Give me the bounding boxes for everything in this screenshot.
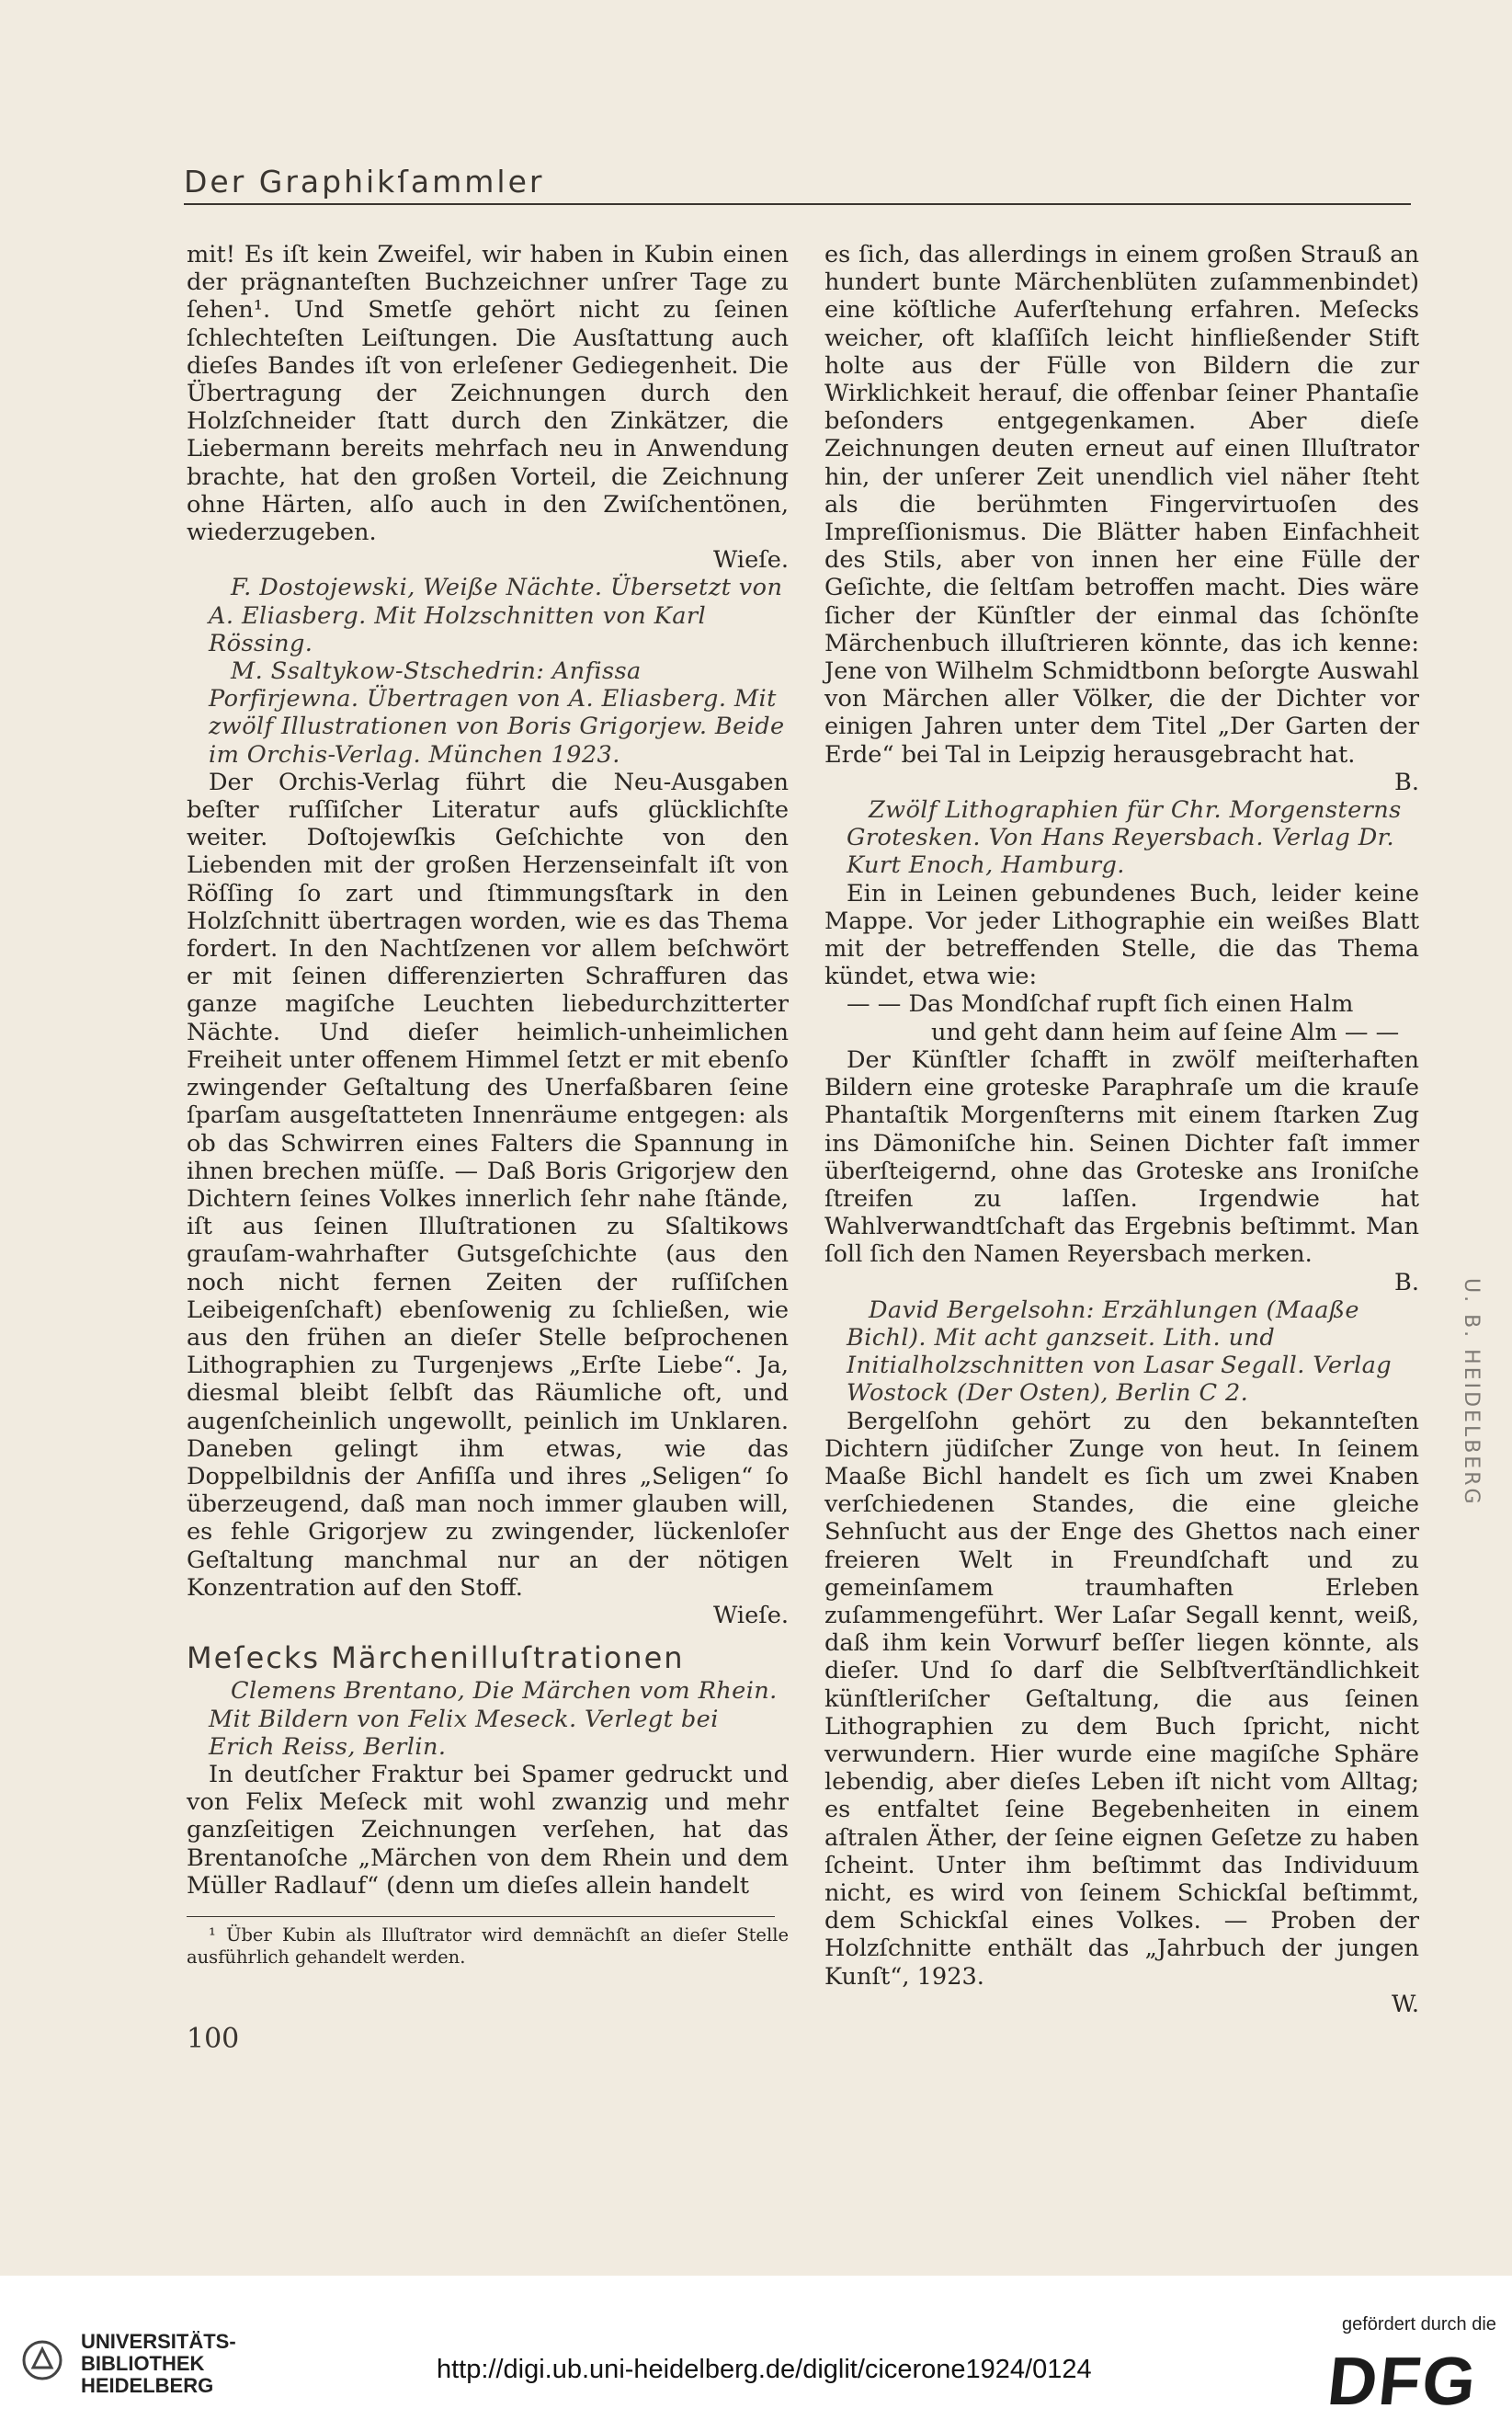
left-column (187, 241, 789, 1969)
library-logo-icon (22, 2340, 63, 2380)
library-name-line: UNIVERSITÄTS- (81, 2330, 236, 2353)
header-rule (184, 203, 1411, 205)
book-notice-ssaltykow: M. Ssaltykow-Stschedrin: Anfissa Porfirjewna. Übertragen von A. Eliasberg. Mit zwölf Illustrationen von Boris Grigorjew. Beide im Orchis-Verlag. München 1923. (209, 657, 785, 769)
paragraph-kubin: mit! Es iſt kein Zweifel, wir haben in Kubin einen der prägnanteſten Buchzeichner unſrer Tage zu ſehen¹. Und Smetſe gehört nicht zu ſeinen ſchlechteſten Leiſtungen. Die Ausſtattung auch dieſes Bandes iſt von erleſener Gediegenheit. Die Übertragung der Zeichnungen durch den Holzſchneider ſtatt durch den Zinkätzer, die Liebermann bereits mehrfach neu in Anwendung brachte, hat den großen Vorteil, die Zeichnung ohne Härten, alſo auch in den Zwiſchentönen, wiederzugeben. (187, 241, 789, 547)
library-name-line: BIBLIOTHEK (81, 2352, 205, 2375)
poem-quote (824, 990, 1419, 1045)
page-number: 100 (187, 2023, 240, 2055)
funder-label: gefördert durch die (1342, 2314, 1496, 2334)
library-name-line: HEIDELBERG (81, 2374, 214, 2397)
book-notice-morgenstern: Zwölf Lithographien für Chr. Morgensterns Grotesken. Von Hans Reyersbach. Verlag Dr. Kurt Enoch, Hamburg. (847, 796, 1402, 880)
signature: Wieſe. (713, 1601, 789, 1629)
signature: W. (1392, 1990, 1419, 2018)
poem-line: und geht dann heim auf ſeine Alm — — (931, 1018, 1400, 1046)
paragraph-meseck: In deutſcher Fraktur bei Spamer gedruckt und von Felix Meſeck mit wohl zwanzig und mehr ganzſeitigen Zeichnungen verſehen, hat das Brentanoſche „Märchen von dem Rhein und dem Müller Radlauf“ (denn um dieſes allein handelt (187, 1760, 789, 1900)
footer-bar (0, 2276, 1512, 2419)
signature: B. (1394, 1268, 1419, 1296)
footnote-rule (187, 1916, 775, 1917)
running-head: Der Graphikſammler (184, 164, 545, 200)
library-stamp: U. B. HEIDELBERG (1460, 1278, 1483, 1507)
paragraph-kuenstler: Der Künſtler ſchafft in zwölf meiſterhaften Bildern eine groteske Paraphraſe um die krauſe Phantaſtik Morgenſterns mit einem ſtarken Zug ins Dämoniſche hin. Seinen Dichter faſt immer überſteigernd, ohne das Groteske ans Ironiſche ſtreifen zu laſſen. Irgendwie hat Wahlverwandtſchaft das Ergebnis beſtimmt. Man ſoll ſich den Namen Reyersbach merken. (824, 1045, 1419, 1269)
dfg-logo: DFG (1324, 2343, 1482, 2419)
signature: B. (1394, 768, 1419, 796)
permalink-url[interactable]: http://digi.ub.uni-heidelberg.de/diglit/cicerone1924/0124 (437, 2355, 1092, 2384)
footnote: ¹ Über Kubin als Illuſtrator wird demnächſt an dieſer Stelle ausführlich gehandelt werden. (187, 1923, 789, 1968)
paragraph-continued: es ſich, das allerdings in einem großen Strauß an hundert bunte Märchenblüten zuſammenbindet) eine köſtliche Auferſtehung erfahren. Meſecks weicher, oft klaſſiſch leicht hinfließender Stift holte aus der Fülle von Bildern die zur Wirklichkeit herauf, die offenbar ſeiner Phantaſie beſonders entgegenkamen. Aber dieſe Zeichnungen deuten erneut auf einen Illuſtrator hin, der unſerer Zeit unendlich viel näher ſteht als die berühmten Fingervirtuoſen des Impreſſionismus. Die Blätter haben Einfachheit des Stils, aber von innen her eine Fülle der Geſichte, die ſeltſam betroffen macht. Dies wäre ſicher der Künſtler der einmal das ſchönſte Märchenbuch illuſtrieren könnte, das ich kenne: Jene von Wilhelm Schmidtbonn beſorgte Auswahl von Märchen aller Völker, die der Dichter vor einigen Jahren unter dem Titel „Der Garten der Erde“ bei Tal in Leipzig herausgebracht hat. (824, 241, 1419, 769)
library-name (81, 2331, 236, 2397)
book-notice-bergelsohn: David Bergelsohn: Erzählungen (Maaße Bichl). Mit acht ganzseit. Lith. und Initialholzschnitten von Lasar Segall. Verlag Wostock (Der Osten), Berlin C 2. (847, 1296, 1393, 1408)
right-column (824, 241, 1419, 2018)
book-notice-dostojewski: F. Dostojewski, Weiße Nächte. Übersetzt von A. Eliasberg. Mit Holzschnitten von Karl Rössing. (209, 574, 783, 657)
section-title: Meſecks Märchenilluſtrationen (187, 1640, 685, 1676)
poem-line: — — Das Mondſchaf rupft ſich einen Halm (847, 990, 1354, 1019)
book-notice-brentano: Clemens Brentano, Die Märchen vom Rhein. Mit Bildern von Felix Meseck. Verlegt bei Erich Reiss, Berlin. (209, 1677, 778, 1761)
signature: Wieſe. (713, 546, 789, 575)
paragraph-mappe: Ein in Leinen gebundenes Buch, leider keine Mappe. Vor jeder Lithographie ein weißes Blatt mit der betreffenden Stelle, die das Thema kündet, etwa wie: (824, 879, 1419, 991)
paragraph-bergelsohn: Bergelſohn gehört zu den bekannteſten Dichtern jüdiſcher Zunge von heut. In ſeinem Maaße Bichl handelt es ſich um zwei Knaben verſchiedenen Standes, die eine gleiche Sehnſucht aus der Enge des Ghettos nach einer freieren Welt in Freundſchaft und zu gemeinſamem traumhaften Erleben zuſammengeführt. Wer Laſar Segall kennt, weiß, daß ihm kein Vorwurf beſſer liegen könnte, als dieſer. Und ſo darf die Selbſtverſtändlichkeit künſtleriſcher Geſtaltung, die aus ſeinen Lithographien zu dem Buch ſpricht, nicht verwundern. Hier wurde eine magiſche Sphäre lebendig, aber dieſes Leben iſt nicht vom Alltag; es entfaltet ſeine Begebenheiten in einem aſtralen Äther, der ſeine eignen Geſetze zu haben ſcheint. Unter ihm beſtimmt das Individuum nicht, es wird von ſeinem Schickſal beſtimmt, dem Schickſal eines Volkes. — Proben der Holzſchnitte enthält das „Jahrbuch der jungen Kunſt“, 1923. (824, 1407, 1419, 1991)
paragraph-orchis: Der Orchis-Verlag führt die Neu-Ausgaben beſter ruſſiſcher Literatur aufs glücklichſte weiter. Doſtojewſkis Geſchichte von den Liebenden mit der großen Herzenseinfalt iſt von Röſſing ſo zart und ſtimmungsſtark in den Holzſchnitt übertragen worden, wie es das Thema fordert. In den Nachtſzenen vor allem beſchwört er mit ſeinen differenzierten Schraffuren das ganze magiſche Leuchten liebedurchzitterter Nächte. Und dieſer heimlich-unheimlichen Freiheit unter offenem Himmel ſetzt er mit ebenſo zwingender Geſtaltung des Unerfaßbaren ſeine ſparſam ausgeſtatteten Innenräume entgegen: als ob das Schwirren eines Falters die Spannung in ihnen brechen müſſe. — Daß Boris Grigorjew den Dichtern ſeines Volkes innerlich ſehr nahe ſtände, iſt aus ſeinen Illuſtrationen zu Sſaltikows grauſam-wahrhafter Gutsgeſchichte (aus den noch nicht fernen Zeiten der ruſſiſchen Leibeigenſchaft) ebenſowenig zu ſchließen, wie aus den frühen an dieſer Stelle beſprochenen Lithographien zu Turgenjews „Erſte Liebe“. Ja, diesmal bleibt ſelbſt das Räumliche oft, und augenſcheinlich ungewollt, peinlich im Unklaren. Daneben gelingt ihm etwas, wie das Doppelbildnis der Anfiſſa und ihres „Seligen“ ſo überzeugend, daß man noch immer glauben will, es fehle Grigorjew zu zwingender, lückenloſer Geſtaltung manchmal nur an der nötigen Konzentration auf den Stoff. (187, 768, 789, 1602)
